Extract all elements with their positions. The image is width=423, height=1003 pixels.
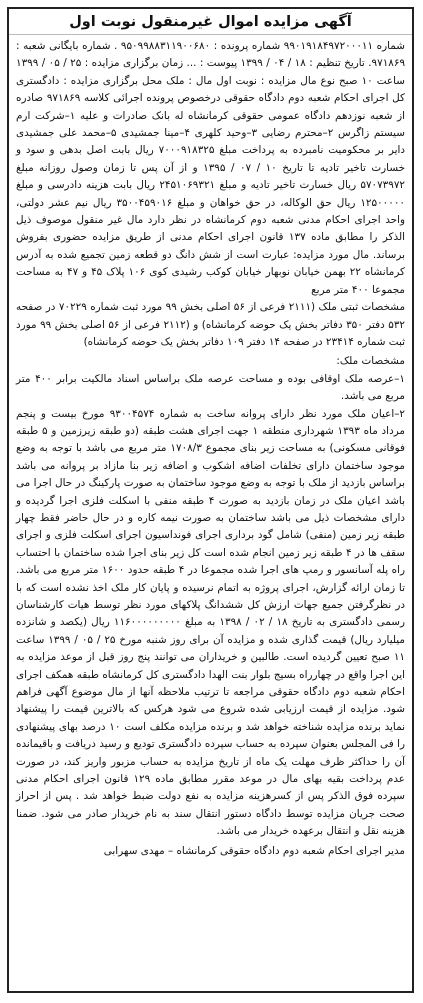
spec-item-2: ۲–اعیان ملک مورد نظر دارای پروانه ساخت به شماره ۹۳۰۰۴۵۷۴ مورخ بیست و پنجم مرداد ماه ۱۳۹۳ شهرداری منطقه ۱ جهت اجرای هشت طبقه (دو طبقه زیرزمین و ۵ طبقه فوقانی مسکونی) به مساحت زیر بنای مجموع ۱۷۰۸/۳ متر مربع می باشد با توجه به وضع موجود ساختمان دارای تخلفات اضافه اشکوب و اضافه زیر بنا مازاد بر پروانه می باشد براساس بازدید از ملک با توجه به وضع موجود ساختمان به صورت پارکینگ در حال اجرا می باشد اعیان ملک در زمان بازدید به صورت ۴ طبقه منفی با اسکلت فلزی اجرا گردیده و دارای مشخصات ذیل می باشد ساختمان به صورت نیمه کاره و در حال حاضر فقط چهار طبقه زیر زمین (منفی) شامل گود برداری اجرای فونداسیون اجرای اسکلت فلزی و اجرای سقف ها در ۴ طبقه زیر زمین انجام شده است کل زیر بنای اجرا شده ساختمان با احتساب راه پله آسانسور و رمپ های اجرا شده مجموعا در ۴ طبقه حدود ۱۶۰۰ متر مربع می باشد. تا زمان ارائه گزارش، اجرای پروژه به اتمام نرسیده و پایان کار ملک اخذ نشده است که با در نظرگرفتن جمیع جهات ارزش کل ششدانگ پلاکهای مورد نظر توسط هیات کارشناسان رسمی دادگستری به تاریخ ۱۸ / ۰۲ / ۱۳۹۸ به مبلغ ۱۱۶۰۰۰۰۰۰۰۰۰ ریال (یکصد و شانزده میلیارد ریال) قیمت گذاری شده و مزایده آن برای روز شنبه مورخ ۲۵ / ۰۵ / ۱۳۹۹ ساعت ۱۱ صبح تعیین گردیده است. طالبین و خریداران می توانند پنج روز قبل از موعد مزایده به این اجرا واقع در چهارراه بسیج بلوار بنت الهدا دادگستری کل کرمانشاه طبقه همکف اجرای احکام شعبه دوم دادگاه حقوقی مراجعه تا ترتیب ملاحظه آنها از مال موضوع آگهی فراهم شود. مزایده از قیمت ارزیابی شده شروع می شود هرکس که بالاترین قیمت را پیشنهاد نماید برنده مزایده شناخته خواهد شد و برنده مزایده مکلف است ۱۰ درصد بهای پیشنهادی را فی المجلس بعنوان سپرده به حساب سپرده دادگستری تودیع و رسید دریافت و باقیمانده آن را حداکثر ظرف مهلت یک ماه از تاریخ مزایده به حساب مزبور واریز کند، در صورت عدم پرداخت بقیه بهای مال در موعد مقرر مطابق ماده ۱۲۹ قانون اجرای احکام مدنی سپرده فوق الذکر پس از کسرهزینه مزایده به نفع دولت ضبط خواهد شد . پس از احراز صحت جریان مزایده توسط دادگاه دستور انتقال سند به نام خریدار صادر می شود. ضمنا هزینه نقل و انتقال برعهده خریدار می باشد. bbox=[16, 407, 406, 838]
specs-heading: مشخصات ملک: bbox=[336, 355, 405, 368]
registry-paragraph: مشخصات ثبتی ملک (۲۱۱۱ فرعی از ۵۶ اصلی بخش ۹۹ مورد ثبت شماره ۷۰۲۲۹ در صفحه ۵۳۲ دفتر ۳۵۰ دفاتر بخش یک حوضه کرمانشاه) و (۲۱۱۲ فرعی از ۵۶ اصلی بخش ۹۹ مورد ثبت شماره ۲۳۴۱۴ در صفحه ۱۴ دفتر ۱۰۹ دفاتر بخش یک حوضه کرمانشاه) bbox=[16, 301, 406, 348]
spec-item-1: ۱–عرصه ملک اوقافی بوده و مساحت عرصه ملک براساس اسناد مالکیت برابر ۴۰۰ متر مربع می باشد. bbox=[16, 372, 405, 403]
notice-box bbox=[7, 7, 414, 993]
intro-paragraph: شماره ۹۹۰۱۹۱۸۴۹۷۲۰۰۰۱۱ شماره پرونده : ۹۵۰۹۹۸۸۳۱۱۹۰۰۶۸۰ . شماره بایگانی شعبه : ۹۷۱۸۶۹. تاریخ تنظیم : ۱۸ / ۰۴ / ۱۳۹۹ پیوست : ... زمان برگزاری مزایده : ۲۵ / ۰۵ / ۱۳۹۹ ساعت ۱۰ صبح نوع مال مزایده : نوبت اول مال : ملک محل برگزاری مزایده : دادگستری کل اجرای احکام شعبه دوم دادگاه حقوقی درخصوص پرونده اجرائی کلاسه ۹۷۱۸۶۹ صادره از شعبه نوزدهم دادگاه عمومی حقوقی کرمانشاه له بانک صادرات و علیه ۱–شرکت ارم سیستم زاگرس ۲–محترم رضایی ۳–وحید کلهری ۴–مینا جمشیدی ۵–محمد علی جمشیدی دایر بر محکومیت نامبرده به پرداخت مبلغ ۷۰۰۰۹۱۸۳۲۵ ریال بابت اصل بدهی و سود و خسارت تاخیر تادیه تا تاریخ ۱۰ / ۰۷ / ۱۳۹۵ و از آن پس تا زمان وصول روزانه مبلغ ۵۷۰۷۳۹۷۲ ریال خسارت تاخیر تادیه و مبلغ ۲۴۵۱۰۶۹۳۲۱ ریال بابت هزینه دادرسی و مبلغ ۱۲۵۰۰۰۰۰ ریال حق الوکاله، در حق خواهان و مبلغ ۳۵۰۰۴۵۹۰۱۶ ریال نیم عشر دولتی، واحد اجرای احکام مدنی شعبه دوم کرمانشاه در نظر دارد مال غیر منقول موصوف ذیل الذکر را مطابق ماده ۱۳۷ قانون اجرای احکام مدنی از طریق مزایده حضوری بفروش برساند. مال مورد مزایده: عبارت است از شش دانگ دو قطعه زمین تجمیع شده به آدرس کرمانشاه ۲۲ بهمن خیابان نوبهار خیابان کوکب رشیدی کوی ۱۰۶ پلاک ۴۵ و ۴۷ به مساحت مجموعا ۴۰۰ متر مربع bbox=[16, 40, 406, 296]
notice-body bbox=[9, 35, 412, 860]
signature-line: مدیر اجرای احکام شعبه دوم دادگاه حقوقی کرمانشاه – مهدی سهرابی bbox=[103, 844, 405, 857]
notice-title: آگهی مزایده اموال غیرمنقول نوبت اول bbox=[9, 9, 412, 35]
